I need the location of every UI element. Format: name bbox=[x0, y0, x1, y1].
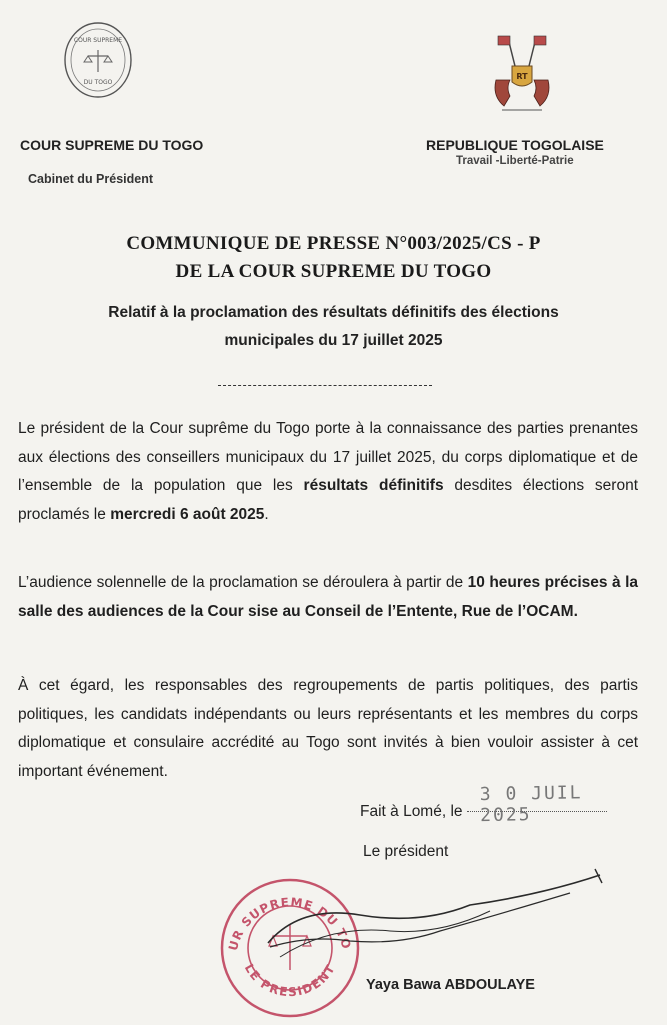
document-title-line2: DE LA COUR SUPREME DU TOGO bbox=[175, 261, 492, 282]
svg-text:COUR SUPREME: COUR SUPREME bbox=[73, 37, 123, 44]
paragraph-invitation: À cet égard, les responsables des regroupements de partis politiques, des partis politiques, les candidats indépendants ou leurs représentants et les membres du corps diplomatique et consulaire accrédité au Togo sont invités à bien vouloir assister à cet important événement. bbox=[18, 677, 638, 780]
paragraph-announcement: Le président de la Cour suprême du Togo porte à la connaissance des parties prenantes aux élections des conseillers municipaux du 17 juillet 2025, du corps diplomatique et de l’ensemble de la population que les résultats définitifs desdites élections seront proclamés le mercredi 6 août 2025. bbox=[18, 420, 639, 523]
svg-text:LE PRESIDENT: LE PRESIDENT bbox=[241, 961, 339, 1000]
subject-line1: Relatif à la proclamation des résultats définitifs des élections bbox=[108, 304, 559, 321]
svg-text:RT: RT bbox=[516, 72, 528, 81]
national-motto: Travail -Liberté-Patrie bbox=[456, 155, 574, 167]
date-stamp: 3 0 JUIL 2025 bbox=[479, 782, 583, 827]
country-name: REPUBLIQUE TOGOLAISE bbox=[426, 137, 604, 153]
results-emphasis: résultats définitifs bbox=[303, 477, 444, 494]
signatory-role: Le président bbox=[363, 843, 449, 860]
svg-text:COUR SUPREME DU TOGO: UR SUPREME DU TO bbox=[225, 895, 354, 953]
document-title-line1: COMMUNIQUE DE PRESSE N°003/2025/CS - P bbox=[126, 233, 541, 254]
office-name: Cabinet du Président bbox=[28, 172, 154, 186]
togo-coat-of-arms-icon bbox=[488, 30, 556, 115]
handwritten-signature bbox=[240, 865, 620, 975]
paragraph-hearing: L’audience solennelle de la proclamation se déroulera à partir de 10 heures précises à la salle des audiences de la Cour sise au Conseil de l’Entente, Rue de l’OCAM. bbox=[18, 574, 638, 620]
svg-text:DU TOGO: DU TOGO bbox=[83, 79, 113, 86]
court-seal-logo bbox=[62, 20, 134, 100]
court-name: COUR SUPREME DU TOGO bbox=[20, 137, 204, 153]
place-and-date: Fait à Lomé, le 3 0 JUIL 2025 bbox=[360, 803, 607, 821]
signatory-name: Yaya Bawa ABDOULAYE bbox=[366, 977, 535, 993]
hearing-time-place: 10 heures précises à la salle des audiences de la Cour sise au Conseil de l’Entente, Rue de l’OCAM. bbox=[18, 574, 638, 620]
subject-line2: municipales du 17 juillet 2025 bbox=[224, 332, 443, 349]
date-emphasis: mercredi 6 août 2025 bbox=[110, 505, 265, 523]
separator bbox=[218, 385, 432, 386]
